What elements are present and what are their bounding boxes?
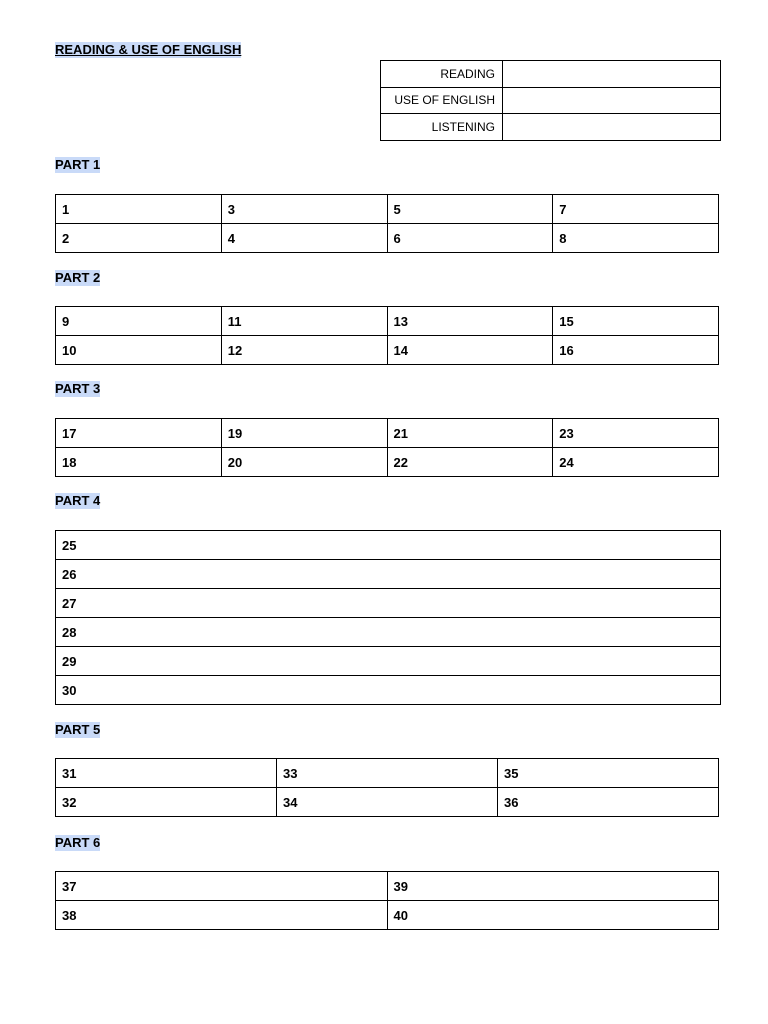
score-row-listening — [381, 114, 721, 141]
answer-cell[interactable]: 37 — [56, 872, 388, 901]
answer-cell[interactable]: 8 — [553, 224, 719, 253]
table-row — [56, 195, 719, 224]
answer-cell[interactable]: 12 — [221, 336, 387, 365]
part-5-answer-table — [55, 758, 719, 817]
answer-cell[interactable]: 26 — [56, 560, 721, 589]
score-field-listening[interactable] — [503, 114, 721, 141]
answer-cell[interactable]: 6 — [387, 224, 553, 253]
part-2-title: PART 2 — [55, 270, 101, 285]
part-5-title: PART 5 — [55, 722, 101, 737]
table-row — [56, 676, 721, 705]
answer-cell[interactable]: 30 — [56, 676, 721, 705]
answer-cell[interactable]: 14 — [387, 336, 553, 365]
answer-cell[interactable]: 40 — [387, 901, 719, 930]
answer-cell[interactable]: 27 — [56, 589, 721, 618]
answer-cell[interactable]: 9 — [56, 307, 222, 336]
table-row — [56, 872, 719, 901]
answer-cell[interactable]: 4 — [221, 224, 387, 253]
answer-cell[interactable]: 5 — [387, 195, 553, 224]
answer-cell[interactable]: 24 — [553, 448, 719, 477]
answer-cell[interactable]: 21 — [387, 419, 553, 448]
answer-cell[interactable]: 25 — [56, 531, 721, 560]
table-row — [56, 759, 719, 788]
table-row — [56, 560, 721, 589]
answer-cell[interactable]: 1 — [56, 195, 222, 224]
part-2-answer-table — [55, 306, 719, 365]
answer-cell[interactable]: 10 — [56, 336, 222, 365]
answer-cell[interactable]: 17 — [56, 419, 222, 448]
table-row — [56, 788, 719, 817]
answer-cell[interactable]: 35 — [498, 759, 719, 788]
answer-cell[interactable]: 39 — [387, 872, 719, 901]
score-row-use-of-english — [381, 87, 721, 114]
score-label: READING — [381, 61, 503, 88]
score-table — [380, 60, 721, 141]
part-4-answer-table — [55, 530, 721, 705]
table-row — [56, 307, 719, 336]
answer-cell[interactable]: 34 — [277, 788, 498, 817]
answer-cell[interactable]: 15 — [553, 307, 719, 336]
table-row — [56, 901, 719, 930]
answer-cell[interactable]: 33 — [277, 759, 498, 788]
table-row — [56, 224, 719, 253]
table-row — [56, 419, 719, 448]
page-title: READING & USE OF ENGLISH — [55, 42, 242, 57]
answer-cell[interactable]: 23 — [553, 419, 719, 448]
answer-cell[interactable]: 36 — [498, 788, 719, 817]
table-row — [56, 589, 721, 618]
answer-cell[interactable]: 18 — [56, 448, 222, 477]
answer-cell[interactable]: 19 — [221, 419, 387, 448]
part-6-title: PART 6 — [55, 835, 101, 850]
answer-cell[interactable]: 11 — [221, 307, 387, 336]
answer-cell[interactable]: 31 — [56, 759, 277, 788]
part-6-answer-table — [55, 871, 719, 930]
score-label: USE OF ENGLISH — [381, 87, 503, 114]
part-3-title: PART 3 — [55, 381, 101, 396]
score-label: LISTENING — [381, 114, 503, 141]
answer-cell[interactable]: 7 — [553, 195, 719, 224]
table-row — [56, 531, 721, 560]
answer-cell[interactable]: 2 — [56, 224, 222, 253]
table-row — [56, 336, 719, 365]
answer-cell[interactable]: 22 — [387, 448, 553, 477]
part-4-title: PART 4 — [55, 493, 101, 508]
table-row — [56, 647, 721, 676]
part-3-answer-table — [55, 418, 719, 477]
part-1-answer-table — [55, 194, 719, 253]
answer-cell[interactable]: 13 — [387, 307, 553, 336]
score-field-use-of-english[interactable] — [503, 87, 721, 114]
answer-cell[interactable]: 16 — [553, 336, 719, 365]
answer-cell[interactable]: 29 — [56, 647, 721, 676]
answer-cell[interactable]: 3 — [221, 195, 387, 224]
score-row-reading — [381, 61, 721, 88]
table-row — [56, 448, 719, 477]
table-row — [56, 618, 721, 647]
answer-cell[interactable]: 20 — [221, 448, 387, 477]
answer-cell[interactable]: 32 — [56, 788, 277, 817]
answer-cell[interactable]: 38 — [56, 901, 388, 930]
part-1-title: PART 1 — [55, 157, 101, 172]
score-field-reading[interactable] — [503, 61, 721, 88]
answer-cell[interactable]: 28 — [56, 618, 721, 647]
